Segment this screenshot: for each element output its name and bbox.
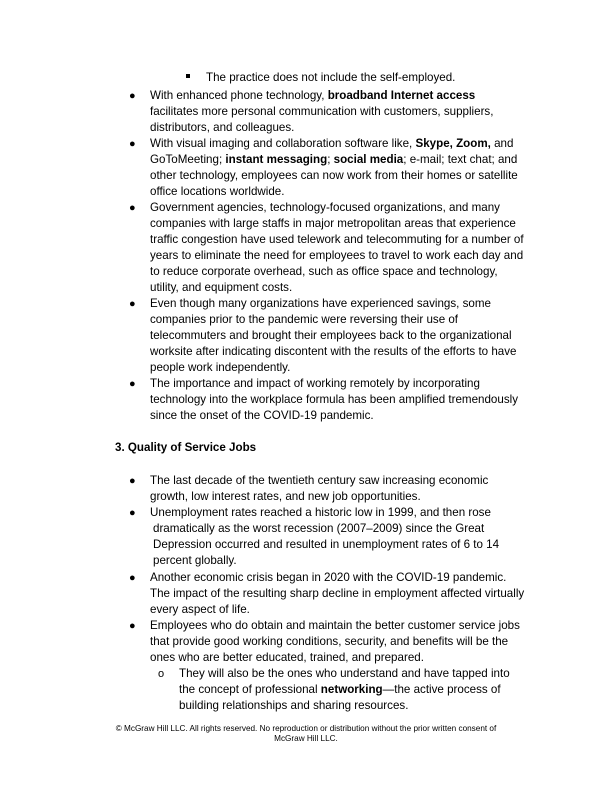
bullet-crisis-line-1: Another economic crisis began in 2020 with the COVID-19 pandemic. <box>150 571 507 584</box>
bullet-visual-line-4: office locations worldwide. <box>150 185 285 198</box>
bullet-icon: ● <box>129 298 136 310</box>
square-bullet-icon <box>186 74 190 78</box>
bullet-employees-line-2: that provide good working conditions, security, and benefits will be the <box>150 635 509 648</box>
bullet-phone-line-3: distributors, and colleagues. <box>150 121 295 134</box>
bullet-icon: ● <box>129 378 136 390</box>
bullet-government-line-1: Government agencies, technology-focused organizations, and many <box>150 201 500 214</box>
subitem-networking-line-1: They will also be the ones who understand and have tapped into <box>179 667 510 680</box>
bullet-unemployment-line-2: dramatically as the worst recession (2007–2009) since the Great <box>153 522 485 535</box>
bullet-icon: ● <box>129 475 136 487</box>
bullet-savings-line-2: companies prior to the pandemic were reversing their use of <box>150 313 459 326</box>
bullet-savings-line-4: worksite after indicating discontent with the results of the efforts to have <box>150 345 517 358</box>
bullet-decade-line-1: The last decade of the twentieth century saw increasing economic <box>150 474 489 487</box>
bullet-government-line-5: to reduce corporate overhead, such as office space and technology, <box>150 265 498 278</box>
bullet-importance-line-2: technology into the workplace formula has been amplified tremendously <box>150 393 518 406</box>
section-heading: 3. Quality of Service Jobs <box>115 441 257 454</box>
bullet-employees-line-1: Employees who do obtain and maintain the better customer service jobs <box>150 619 520 632</box>
bullet-unemployment-line-1: Unemployment rates reached a historic low in 1999, and then rose <box>150 506 491 519</box>
bullet-importance-line-1: The importance and impact of working remotely by incorporating <box>150 377 480 390</box>
bullet-government-line-6: utility, and equipment costs. <box>150 281 293 294</box>
bullet-visual-line-2: GoToMeeting; instant messaging; social media; e-mail; text chat; and <box>150 153 518 166</box>
copyright-line-2: McGraw Hill LLC. <box>274 734 338 743</box>
bullet-icon: ● <box>129 572 136 584</box>
copyright-line-1: © McGraw Hill LLC. All rights reserved. No reproduction or distribution without the prior written consent of <box>115 724 497 733</box>
copyright-footer <box>0 724 612 744</box>
bullet-unemployment-line-3: Depression occurred and resulted in unemployment rates of 6 to 14 <box>153 538 500 551</box>
bullet-savings-line-3: telecommuters and brought their employees back to the organizational <box>150 329 512 342</box>
subitem-networking-line-2: the concept of professional networking—the active process of <box>179 683 501 696</box>
subitem-self-employed: The practice does not include the self-employed. <box>206 71 456 84</box>
bullet-visual-line-1: With visual imaging and collaboration software like, Skype, Zoom, and <box>150 137 514 150</box>
bullet-government-line-2: companies with large staffs in major metropolitan areas that experience <box>150 217 516 230</box>
bullet-savings-line-5: people work independently. <box>150 361 291 374</box>
bullet-crisis-line-2: The impact of the resulting sharp decline in employment affected virtually <box>150 587 525 600</box>
bullet-decade-line-2: growth, low interest rates, and new job opportunities. <box>150 490 421 503</box>
bullet-icon: ● <box>129 202 136 214</box>
bullet-employees-line-3: ones who are better educated, trained, and prepared. <box>150 651 424 664</box>
bullet-icon: ● <box>129 620 136 632</box>
subitem-networking-line-3: building relationships and sharing resources. <box>179 699 409 712</box>
bullet-government-line-3: traffic congestion have used telework and telecommuting for a number of <box>150 233 524 246</box>
bullet-phone-line-1: With enhanced phone technology, broadband Internet access <box>150 89 476 102</box>
circle-bullet-icon: o <box>158 668 165 680</box>
bullet-unemployment-line-4: percent globally. <box>153 554 237 567</box>
bullet-visual-line-3: other technology, employees can now work from their homes or satellite <box>150 169 518 182</box>
bullet-icon: ● <box>129 507 136 519</box>
bullet-importance-line-3: since the onset of the COVID-19 pandemic. <box>150 409 374 422</box>
bullet-government-line-4: years to eliminate the need for employees to travel to work each day and <box>150 249 524 262</box>
bullet-icon: ● <box>129 90 136 102</box>
bullet-icon: ● <box>129 138 136 150</box>
bullet-phone-line-2: facilitates more personal communication with customers, suppliers, <box>150 105 494 118</box>
bullet-savings-line-1: Even though many organizations have experienced savings, some <box>150 297 491 310</box>
bullet-crisis-line-3: every aspect of life. <box>150 603 250 616</box>
